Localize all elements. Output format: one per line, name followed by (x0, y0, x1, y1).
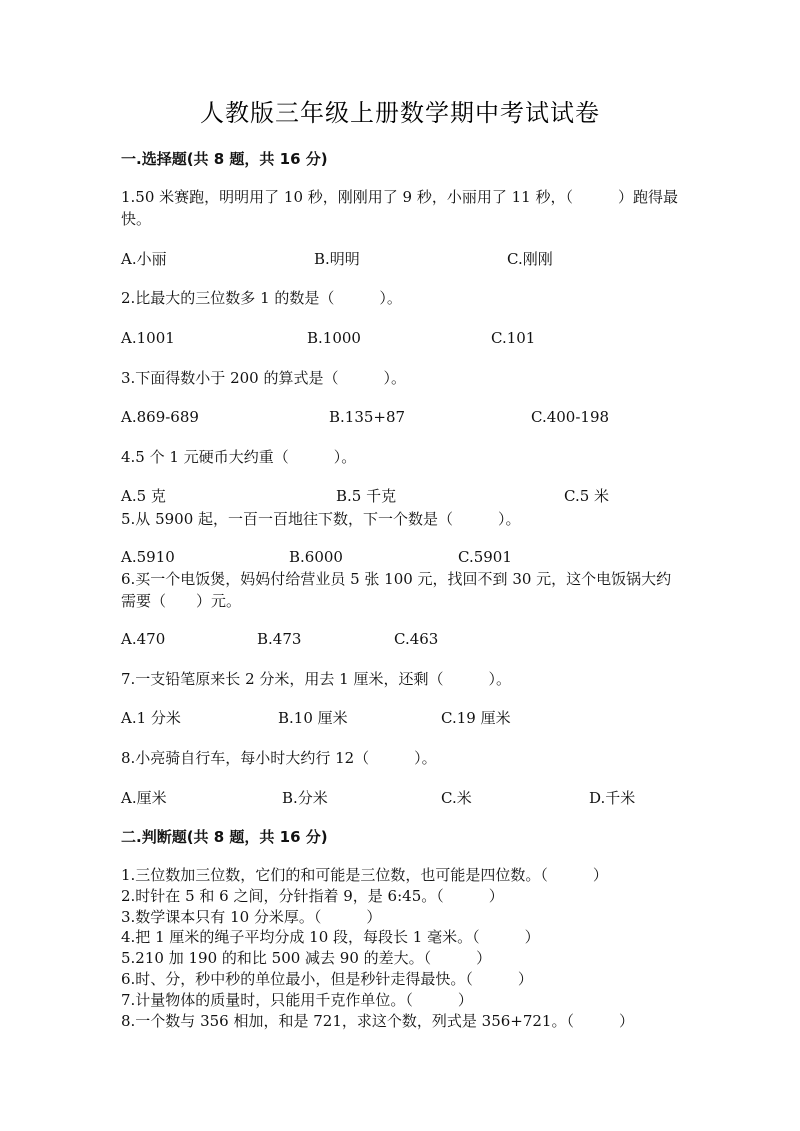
option-b: B.5 千克 (336, 487, 397, 505)
option-d: D.千米 (589, 789, 636, 807)
option-a: A.869-689 (121, 408, 199, 426)
judge-item-4: 4.把 1 厘米的绳子平均分成 10 段，每段长 1 毫米。（ ） (121, 928, 540, 947)
question-1: 1.50 米赛跑，明明用了 10 秒，刚刚用了 9 秒，小丽用了 11 秒，（ ）跑得最快。 (121, 188, 678, 228)
options-7 (121, 707, 681, 729)
option-c: C.19 厘米 (441, 709, 511, 727)
question-4: 4.5 个 1 元硬币大约重（ ）。 (121, 448, 357, 466)
option-a: A.1 分米 (121, 709, 181, 727)
options-4 (121, 485, 681, 507)
judge-item-1: 1.三位数加三位数，它们的和可能是三位数，也可能是四位数。（ ） (121, 866, 608, 884)
options-1 (121, 248, 681, 270)
option-b: B.明明 (314, 250, 360, 268)
question-3: 3.下面得数小于 200 的算式是（ ）。 (121, 369, 406, 387)
option-b: B.473 (257, 630, 302, 648)
option-c: C.刚刚 (507, 250, 553, 268)
option-c: C.463 (394, 630, 439, 648)
option-a: A.小丽 (121, 250, 167, 268)
option-a: A.厘米 (121, 789, 167, 807)
options-8 (121, 787, 681, 809)
question-8: 8.小亮骑自行车，每小时大约行 12（ ）。 (121, 749, 437, 767)
page-title: 人教版三年级上册数学期中考试试卷 (200, 99, 600, 127)
section-heading-choice: 一.选择题(共 8 题，共 16 分) (121, 150, 328, 168)
option-b: B.10 厘米 (278, 709, 348, 727)
question-5: 5.从 5900 起，一百一百地往下数，下一个数是（ ）。 (121, 510, 521, 528)
judge-item-5: 5.210 加 190 的和比 500 减去 90 的差大。（ ） (121, 949, 492, 968)
judge-item-2: 2.时针在 5 和 6 之间，分针指着 9，是 6:45。（ ） (121, 886, 504, 905)
option-b: B.1000 (307, 329, 361, 347)
option-c: C.101 (491, 329, 536, 347)
option-b: B.135+87 (329, 408, 406, 426)
judge-item-7: 7.计量物体的质量时，只能用千克作单位。（ ） (121, 990, 473, 1009)
option-c: C.400-198 (531, 408, 610, 426)
option-a: A.1001 (121, 329, 175, 347)
option-a: A.5910 (121, 548, 175, 566)
judge-item-8: 8.一个数与 356 相加，和是 721，求这个数，列式是 356+721。（ ） (121, 1011, 634, 1030)
option-c: C.米 (441, 789, 472, 807)
judge-list (121, 865, 691, 1031)
option-a: A.470 (121, 630, 166, 648)
option-b: B.6000 (289, 548, 343, 566)
option-b: B.分米 (282, 789, 328, 807)
judge-item-3: 3.数学课本只有 10 分米厚。（ ） (121, 907, 382, 926)
question-7: 7.一支铅笔原来长 2 分米，用去 1 厘米，还剩（ ）。 (121, 670, 511, 688)
options-2 (121, 327, 681, 349)
option-c: C.5 米 (564, 487, 610, 505)
section-heading-judge: 二.判断题(共 8 题，共 16 分) (121, 828, 328, 846)
judge-item-6: 6.时、分，秒中秒的单位最小，但是秒针走得最快。（ ） (121, 969, 533, 988)
question-2: 2.比最大的三位数多 1 的数是（ ）。 (121, 289, 402, 307)
option-a: A.5 克 (121, 487, 166, 505)
question-6: 6.买一个电饭煲，妈妈付给营业员 5 张 100 元，找回不到 30 元，这个电饭锅大约需要（ ）元。 (121, 570, 672, 610)
options-6 (121, 628, 681, 650)
option-c: C.5901 (458, 548, 512, 566)
options-5 (121, 546, 681, 568)
options-3 (121, 406, 681, 428)
